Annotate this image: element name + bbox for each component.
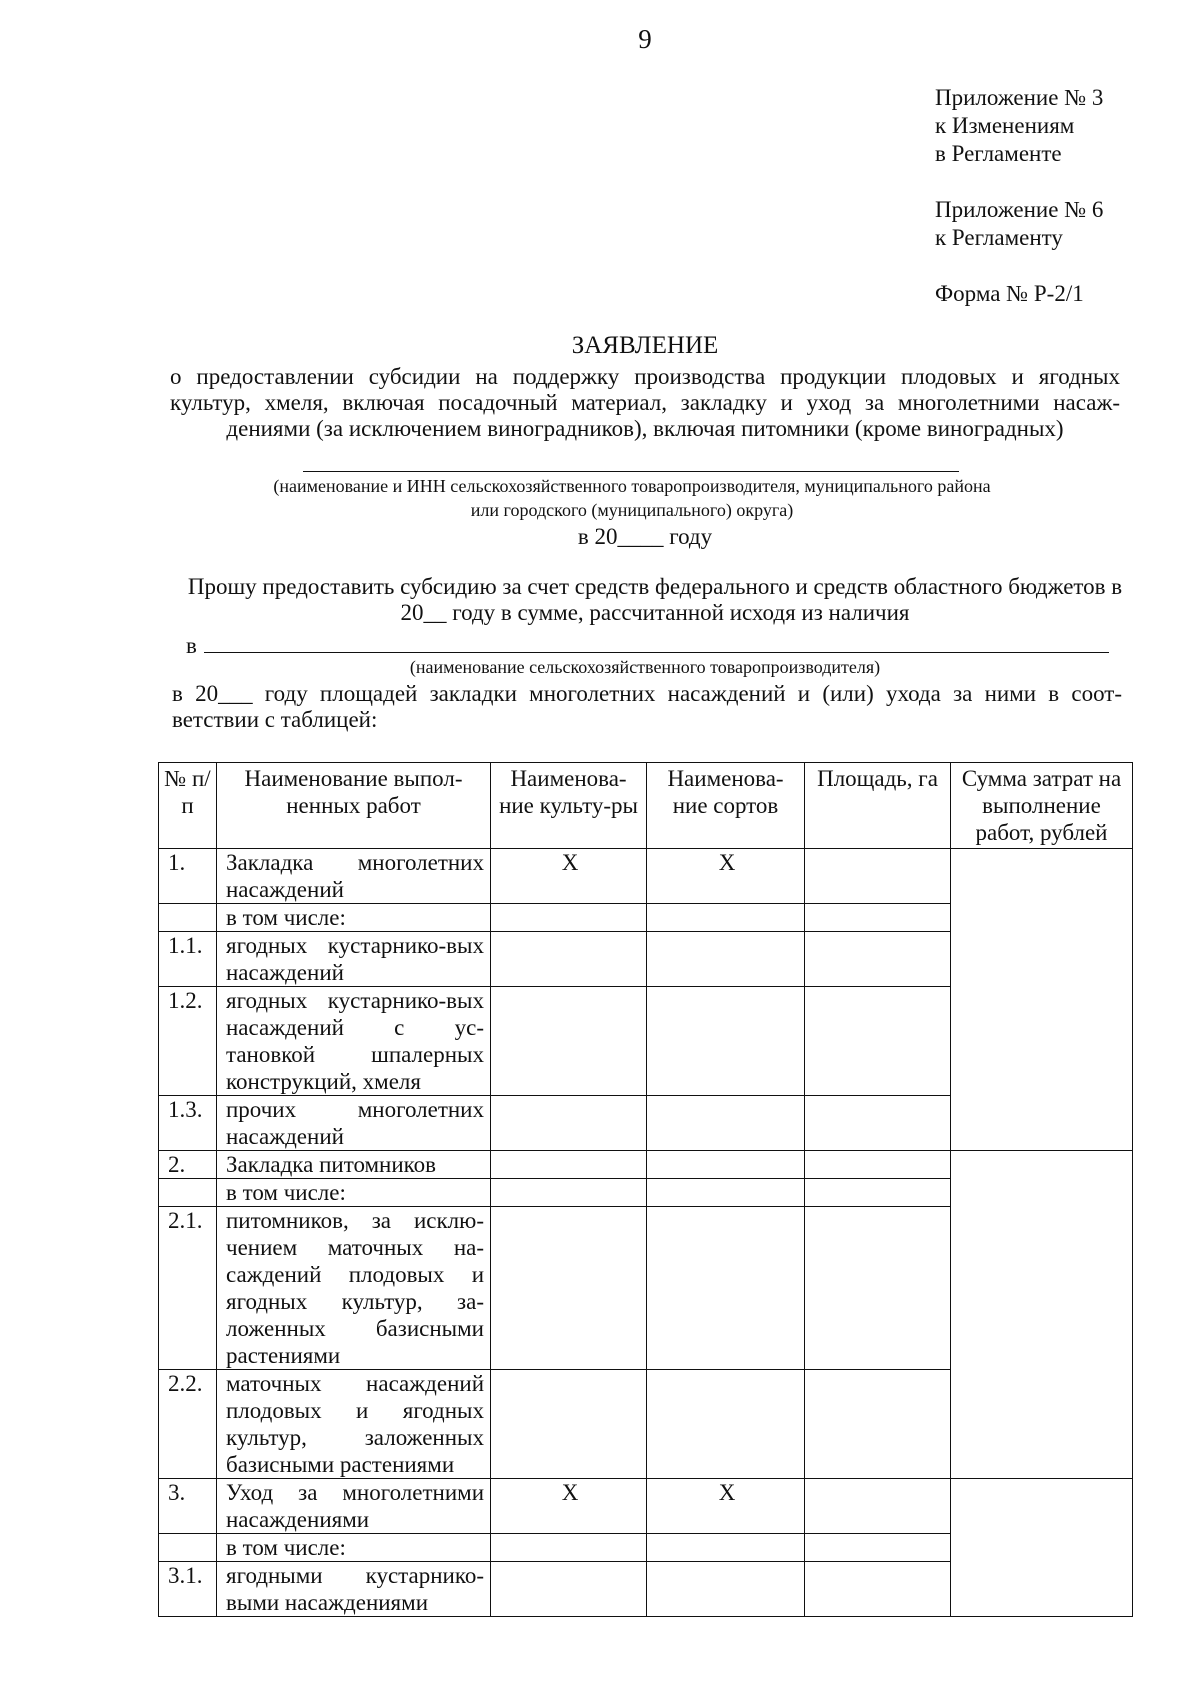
header-area: Площадь, га — [805, 763, 951, 849]
form-number: Форма № Р-2/1 — [935, 281, 1084, 306]
document-title: ЗАЯВЛЕНИЕ — [571, 332, 719, 359]
table-row — [159, 1479, 1133, 1534]
row-varieties — [647, 1179, 805, 1207]
header-varieties: Наименова-ние сортов — [647, 763, 805, 849]
table-row — [159, 849, 1133, 904]
row-work: прочих многолетних насаждений — [217, 1096, 491, 1151]
row-varieties — [647, 1151, 805, 1179]
row-varieties: X — [647, 849, 805, 904]
document-subtitle: о предоставлении субсидии на поддержку производства продукции плодовых и ягодных культур, хмеля, включая посадочный материал, закладку и уход за многолетними насаж-дениями (за исключением виноградников), включая питомники (кроме виноградных) — [170, 364, 1120, 441]
row-area — [805, 904, 951, 932]
row-work: Уход за многолетними насаждениями — [217, 1479, 491, 1534]
row-area — [805, 1534, 951, 1562]
row-culture — [491, 1096, 647, 1151]
table-header-row — [159, 763, 1133, 849]
header-work-name: Наименование выпол-ненных работ — [217, 763, 491, 849]
request-text: Прошу предоставить субсидию за счет средств федерального и средств областного бюджетов в 20__ году в сумме, рассчитанной исходя из наличия — [187, 574, 1123, 625]
applicant-name-line — [303, 471, 959, 472]
row-culture — [491, 1562, 647, 1617]
row-varieties — [647, 1096, 805, 1151]
row-number — [159, 904, 217, 932]
row-number: 2.2. — [159, 1370, 217, 1479]
appendix-6-block — [935, 196, 1103, 252]
appendix-3-line: Приложение № 3 — [935, 85, 1104, 110]
row-area — [805, 1179, 951, 1207]
row-area — [805, 1096, 951, 1151]
row-cost — [951, 1151, 1133, 1479]
row-area — [805, 932, 951, 987]
row-culture: X — [491, 1479, 647, 1534]
row-number: 1.1. — [159, 932, 217, 987]
row-work: ягодных кустарнико-вых насаждений с ус-тановкой шпалерных конструкций, хмеля — [217, 987, 491, 1096]
row-number: 2. — [159, 1151, 217, 1179]
row-area — [805, 1370, 951, 1479]
appendix-3-line: в Регламенте — [935, 141, 1062, 166]
row-area — [805, 987, 951, 1096]
row-cost — [951, 1479, 1133, 1617]
row-culture — [491, 1179, 647, 1207]
appendix-3-block — [935, 84, 1103, 168]
row-work: питомников, за исклю-чением маточных на-саждений плодовых и ягодных культур, за-ложенных базисными растениями — [217, 1207, 491, 1370]
year-line: в 20____ году — [577, 524, 713, 549]
table-row — [159, 1151, 1133, 1179]
row-culture — [491, 1370, 647, 1479]
row-work: ягодных кустарнико-вых насаждений — [217, 932, 491, 987]
row-varieties — [647, 987, 805, 1096]
in-prefix: в — [186, 633, 197, 658]
row-number: 1.2. — [159, 987, 217, 1096]
row-culture — [491, 1207, 647, 1370]
row-number — [159, 1534, 217, 1562]
producer-caption: (наименование сельскохозяйственного товаропроизводителя) — [409, 657, 881, 677]
row-area — [805, 1207, 951, 1370]
row-work: Закладка многолетних насаждений — [217, 849, 491, 904]
row-varieties — [647, 1562, 805, 1617]
row-number — [159, 1179, 217, 1207]
row-number: 2.1. — [159, 1207, 217, 1370]
page-number: 9 — [638, 24, 652, 54]
row-work: маточных насаждений плодовых и ягодных культур, заложенных базисными растениями — [217, 1370, 491, 1479]
row-culture — [491, 987, 647, 1096]
works-table — [158, 762, 1133, 1617]
appendix-3-line: к Изменениям — [935, 113, 1075, 138]
row-area — [805, 1562, 951, 1617]
row-varieties — [647, 1534, 805, 1562]
row-work: ягодными кустарнико-выми насаждениями — [217, 1562, 491, 1617]
row-culture — [491, 1151, 647, 1179]
row-culture — [491, 1534, 647, 1562]
row-work: в том числе: — [217, 904, 491, 932]
header-culture: Наименова-ние культу-ры — [491, 763, 647, 849]
row-cost — [951, 849, 1133, 1151]
row-varieties — [647, 904, 805, 932]
row-varieties — [647, 1370, 805, 1479]
appendix-6-line: к Регламенту — [935, 225, 1063, 250]
row-area — [805, 849, 951, 904]
header-number: № п/п — [159, 763, 217, 849]
row-area — [805, 1151, 951, 1179]
applicant-caption: (наименование и ИНН сельскохозяйственного товаропроизводителя, муниципального района или городского (муниципального) округа) — [273, 476, 991, 520]
row-work: Закладка питомников — [217, 1151, 491, 1179]
row-area — [805, 1479, 951, 1534]
row-varieties — [647, 932, 805, 987]
row-work: в том числе: — [217, 1179, 491, 1207]
row-number: 3. — [159, 1479, 217, 1534]
producer-name-line — [204, 652, 1109, 653]
row-number: 3.1. — [159, 1562, 217, 1617]
header-cost: Сумма затрат на выполнение работ, рублей — [951, 763, 1133, 849]
row-number: 1. — [159, 849, 217, 904]
row-varieties — [647, 1207, 805, 1370]
continuation-text: в 20___ году площадей закладки многолетних насаждений и (или) ухода за ними в соот-ветствии с таблицей: — [172, 681, 1122, 732]
row-number: 1.3. — [159, 1096, 217, 1151]
row-culture — [491, 904, 647, 932]
appendix-6-line: Приложение № 6 — [935, 197, 1104, 222]
row-varieties: X — [647, 1479, 805, 1534]
row-culture: X — [491, 849, 647, 904]
row-culture — [491, 932, 647, 987]
row-work: в том числе: — [217, 1534, 491, 1562]
